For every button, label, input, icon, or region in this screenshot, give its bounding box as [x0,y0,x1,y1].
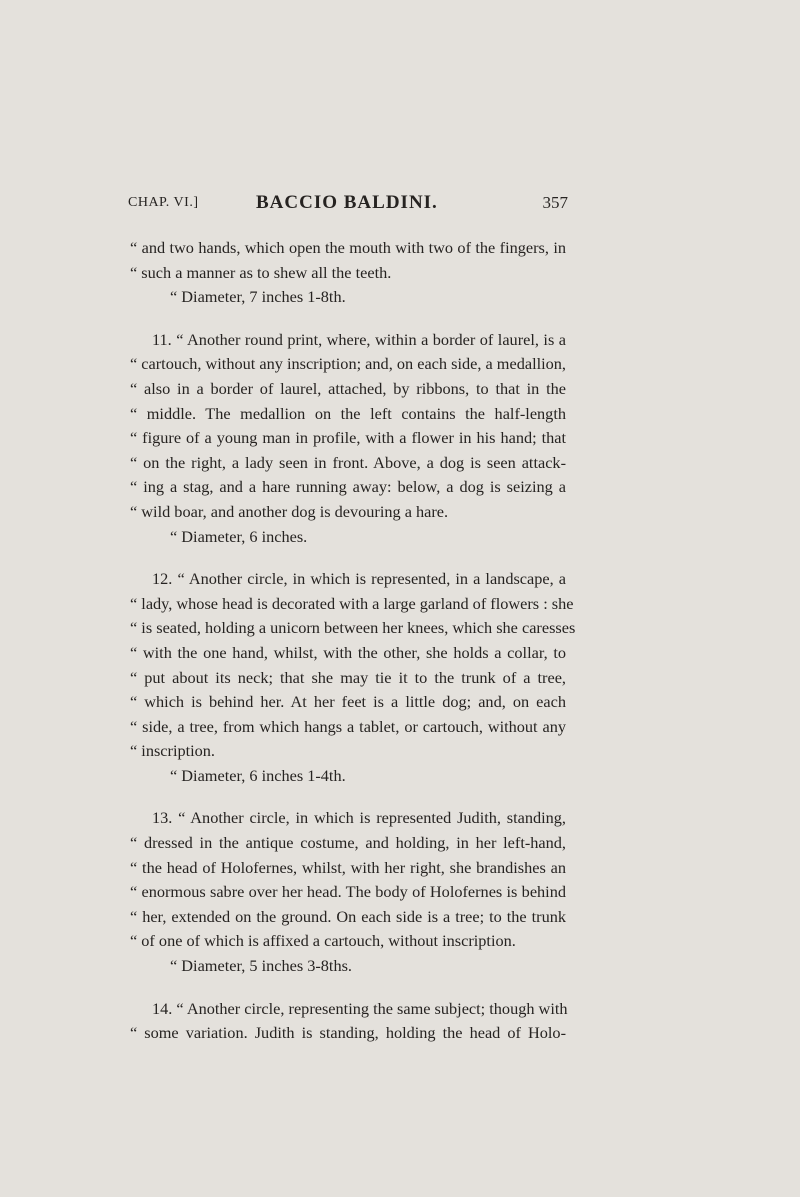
text-line: “ middle. The medallion on the left contains the half-length [130,403,566,423]
text-line: “ with the one hand, whilst, with the other, she holds a collar, to [130,642,566,662]
text-line: “ dressed in the antique costume, and holding, in her left-hand, [130,833,566,853]
text-line: “ which is behind her. At her feet is a little dog; and, on each [130,692,566,712]
entry-12-first-line: 12. “ Another circle, in which is represented, in a landscape, a [152,569,566,589]
text-line: “ put about its neck; that she may tie it to the trunk of a tree, [130,667,566,687]
text-line: “ of one of which is affixed a cartouch, without inscription. [130,931,516,951]
diameter-line: “ Diameter, 6 inches. [170,526,308,546]
text-line: “ such a manner as to shew all the teeth. [130,262,392,282]
text-line: “ enormous sabre over her head. The body of Holofernes is behind [130,882,566,902]
entry-14-first-line: 14. “ Another circle, representing the same subject; though with [152,998,568,1018]
text-line: “ is seated, holding a unicorn between her knees, which she caresses [130,618,576,638]
text-line: “ cartouch, without any inscription; and, on each side, a medallion, [130,354,566,374]
text-line: “ wild boar, and another dog is devouring a hare. [130,501,449,521]
diameter-line: “ Diameter, 5 inches 3-8ths. [170,956,353,976]
text-line: “ on the right, a lady seen in front. Above, a dog is seen attack- [130,452,566,472]
diameter-line: “ Diameter, 7 inches 1-8th. [170,287,346,307]
page-body [130,236,576,1046]
text-line: “ and two hands, which open the mouth with two of the fingers, in [130,238,566,257]
diameter-line: “ Diameter, 6 inches 1-4th. [170,765,346,785]
chapter-label: CHAP. VI.] [128,195,199,210]
text-line: “ figure of a young man in profile, with a flower in his hand; that [130,428,566,448]
text-line: “ also in a border of laurel, attached, by ribbons, to that in the [130,378,566,398]
text-line: “ the head of Holofernes, whilst, with her right, she brandishes an [130,857,566,877]
text-line: “ lady, whose head is decorated with a large garland of flowers : she [130,593,574,613]
running-header [128,192,568,222]
entry-13-first-line: 13. “ Another circle, in which is represented Judith, standing, [152,808,566,828]
text-line: “ inscription. [130,741,216,761]
page-number: 357 [542,193,568,212]
running-title: BACCIO BALDINI. [256,192,438,213]
text-line: “ some variation. Judith is standing, holding the head of Holo- [130,1023,566,1043]
text-line: “ her, extended on the ground. On each side is a tree; to the trunk [130,906,566,926]
entry-11-first-line: 11. “ Another round print, where, within a border of laurel, is a [152,329,566,349]
text-line: “ ing a stag, and a hare running away: below, a dog is seizing a [130,477,566,497]
text-line: “ side, a tree, from which hangs a tablet, or cartouch, without any [130,716,566,736]
